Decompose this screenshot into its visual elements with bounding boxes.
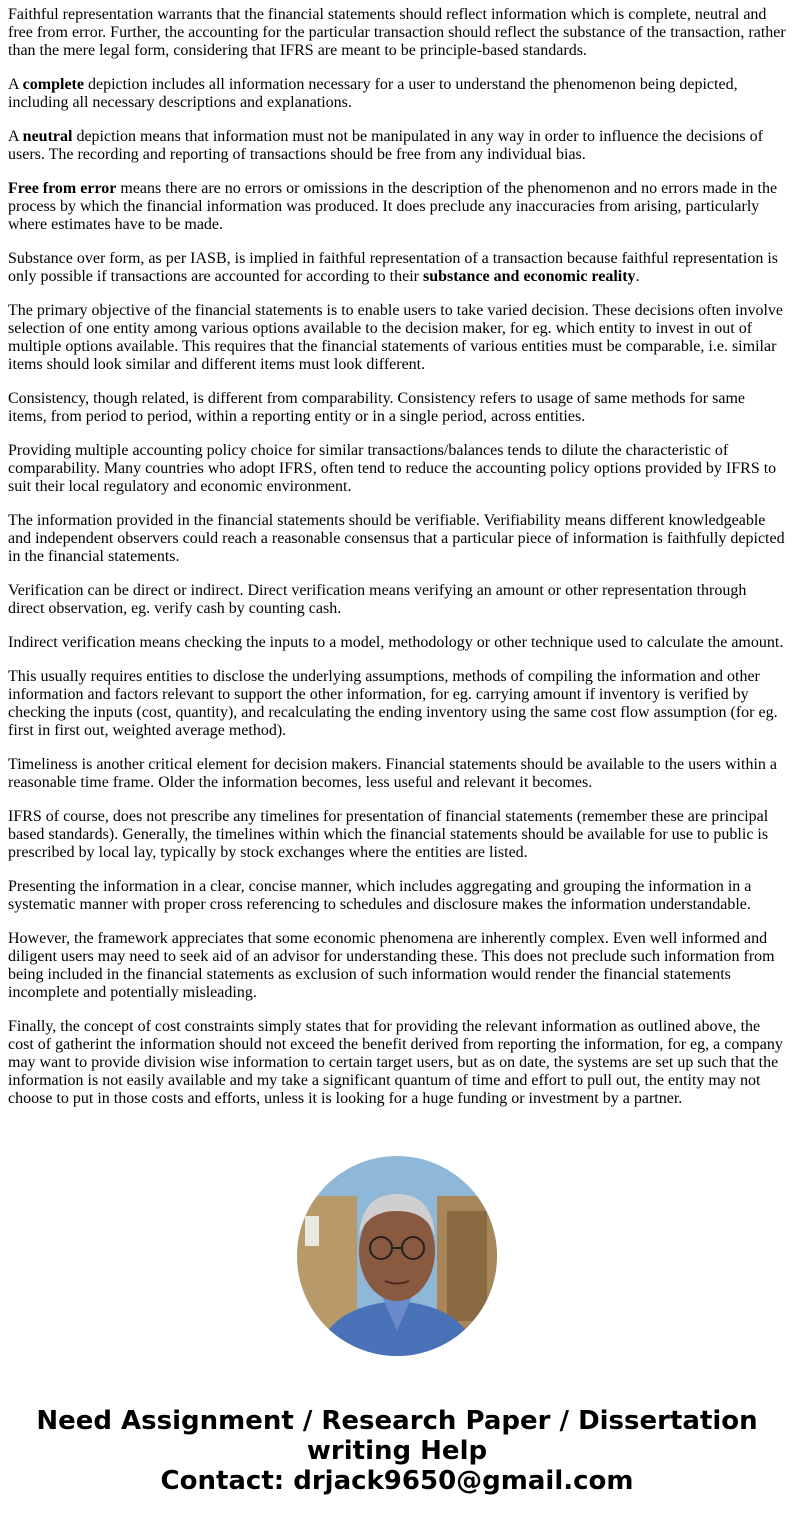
paragraph-text: A (8, 128, 23, 145)
paragraph (8, 582, 786, 618)
paragraph-text: Consistency, though related, is different from comparability. Consistency refers to usage of same methods for same items, from period to period, within a reporting entity or in a single period, across entities. (8, 390, 745, 425)
paragraph (8, 442, 786, 496)
bold-term: complete (22, 76, 84, 93)
paragraph-text: depiction includes all information necessary for a user to understand the phenomenon being depicted, including all necessary descriptions and explanations. (8, 76, 738, 111)
paragraph-text: However, the framework appreciates that some economic phenomena are inherently complex. Even well informed and diligent users may need to seek aid of an advisor for understanding these. This does not preclude such information from being included in the financial statements as exclusion of such information would render the financial statements incomplete and potentially misleading. (8, 930, 775, 1001)
paragraph (8, 878, 786, 914)
paragraph (8, 668, 786, 740)
paragraph (8, 634, 786, 652)
article-body (8, 0, 786, 1108)
paragraph-text: Timeliness is another critical element for decision makers. Financial statements should be available to the users within a reasonable time frame. Older the information becomes, less useful and relevant it becomes. (8, 756, 777, 791)
paragraph (8, 512, 786, 566)
contact-email: Contact: drjack9650@gmail.com (160, 1466, 634, 1496)
author-avatar (297, 1156, 497, 1356)
paragraph-text: Substance over form, as per IASB, is implied in faithful representation of a transaction because faithful representation is only possible if transactions are accounted for according to their (8, 250, 778, 285)
paragraph (8, 128, 786, 164)
paragraph (8, 390, 786, 426)
avatar-container (0, 1156, 794, 1356)
paragraph (8, 808, 786, 862)
paragraph-text: Presenting the information in a clear, concise manner, which includes aggregating and grouping the information in a systematic manner with proper cross referencing to schedules and disclosure makes the information understandable. (8, 878, 752, 913)
paragraph (8, 76, 786, 112)
paragraph-text: Verification can be direct or indirect. Direct verification means verifying an amount or other representation through direct observation, eg. verify cash by counting cash. (8, 582, 747, 617)
paragraph (8, 930, 786, 1002)
paragraph-text: The information provided in the financial statements should be verifiable. Verifiability means different knowledgeable and independent observers could reach a reasonable consensus that a particular piece of information is faithfully depicted in the financial statements. (8, 512, 785, 565)
bold-term: Free from error (8, 180, 117, 197)
paragraph-text: The primary objective of the financial statements is to enable users to take varied decision. These decisions often involve selection of one entity among various options available to the decision maker, for eg. which entity to invest in out of multiple options available. This requires that the financial statements of various entities must be comparable, i.e. similar items should look similar and different items must look different. (8, 302, 784, 373)
paragraph (8, 180, 786, 234)
paragraph (8, 756, 786, 792)
paragraph-text: depiction means that information must not be manipulated in any way in order to influence the decisions of users. The recording and reporting of transactions should be free from any individual bias. (8, 128, 763, 163)
assignment-help-text: Need Assignment / Research Paper / Dissertation writing Help (36, 1406, 758, 1466)
paragraph-text: This usually requires entities to disclose the underlying assumptions, methods of compiling the information and other information and factors relevant to support the other information, for eg. carrying amount if inventory is verified by checking the inputs (cost, quantity), and recalculating the ending inventory using the same cost flow assumption (for eg. first in first out, weighted average method). (8, 668, 778, 739)
contact-footer (0, 1406, 794, 1496)
paragraph-text: Providing multiple accounting policy choice for similar transactions/balances tends to dilute the characteristic of comparability. Many countries who adopt IFRS, often tend to reduce the accounting policy options provided by IFRS to suit their local regulatory and economic environment. (8, 442, 777, 495)
paragraph-text: A (8, 76, 23, 93)
paragraph (8, 6, 786, 60)
paragraph (8, 250, 786, 286)
paragraph (8, 302, 786, 374)
paragraph (8, 1018, 786, 1108)
paragraph-text: IFRS of course, does not prescribe any timelines for presentation of financial statements (remember these are principal based standards). Generally, the timelines within which the financial statements should be available for use to public is prescribed by local lay, typically by stock exchanges where the entities are listed. (8, 808, 769, 861)
bold-term: substance and economic reality (422, 268, 636, 285)
paragraph-text: Faithful representation warrants that the financial statements should reflect information which is complete, neutral and free from error. Further, the accounting for the particular transaction should reflect the substance of the transaction, rather than the mere legal form, considering that IFRS are meant to be principle-based standards. (8, 6, 786, 59)
paragraph-text: means there are no errors or omissions in the description of the phenomenon and no errors made in the process by which the financial information was produced. It does preclude any inaccuracies from arising, particularly where estimates have to be made. (8, 180, 778, 233)
bold-term: neutral (22, 128, 73, 145)
paragraph-text: Finally, the concept of cost constraints simply states that for providing the relevant information as outlined above, the cost of gatherint the information should not exceed the benefit derived from reporting the information, for eg, a company may want to provide division wise information to certain target users, but as on date, the systems are set up such that the information is not easily available and my take a significant quantum of time and effort to pull out, the entity may not choose to put in those costs and efforts, unless it is looking for a huge funding or investment by a partner. (8, 1018, 783, 1107)
paragraph-text: Indirect verification means checking the inputs to a model, methodology or other technique used to calculate the amount. (8, 634, 784, 651)
paragraph-text: . (635, 268, 640, 285)
